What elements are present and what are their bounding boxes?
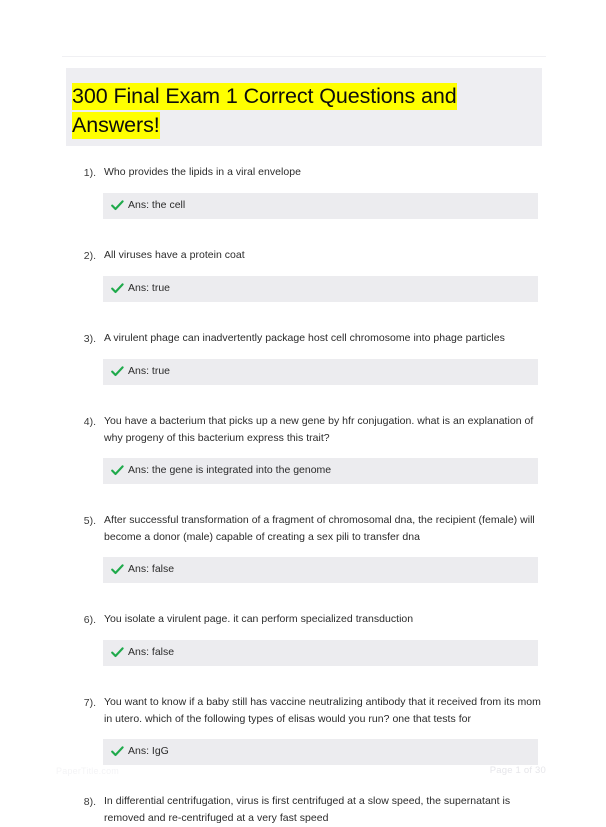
answer-text: Ans: IgG (128, 745, 169, 757)
answer-bar (103, 193, 538, 219)
question-number: 7). (83, 697, 96, 709)
question-item (0, 247, 606, 330)
answer-bar (103, 458, 538, 484)
question-text: In differential centrifugation, virus is first centrifuged at a slow speed, the supernatant is removed and re-centrifuged at a very fast speed (104, 795, 511, 824)
question-text: You isolate a virulent page. it can perform specialized transduction (104, 613, 414, 625)
question-item (0, 413, 606, 512)
question-text: After successful transformation of a fragment of chromosomal dna, the recipient (female) will become a donor (male) capable of creating a sex pili to transfer dna (104, 514, 535, 543)
question-text: All viruses have a protein coat (104, 249, 245, 261)
question-row (0, 164, 606, 182)
question-spacer (0, 583, 606, 611)
question-number: 6). (83, 614, 96, 626)
answer-text: Ans: false (128, 646, 175, 658)
answer-text: Ans: true (128, 365, 171, 377)
question-spacer (0, 484, 606, 512)
question-number: 3). (83, 333, 96, 345)
answer-bar (103, 276, 538, 302)
green-check-icon (111, 465, 124, 476)
answer-bar (103, 640, 538, 666)
question-number: 5). (83, 515, 96, 527)
page-title (72, 82, 492, 140)
question-number: 2). (83, 250, 96, 262)
question-spacer (0, 302, 606, 330)
question-row (0, 247, 606, 265)
question-row (0, 611, 606, 629)
question-row (0, 694, 606, 728)
question-item (0, 512, 606, 611)
green-check-icon (111, 283, 124, 294)
question-row (0, 512, 606, 546)
question-item (0, 611, 606, 694)
green-check-icon (111, 366, 124, 377)
answer-text: Ans: true (128, 282, 171, 294)
page-title-text: 300 Final Exam 1 Correct Questions and Answers! (72, 84, 457, 137)
answer-text: Ans: false (128, 563, 175, 575)
question-number: 8). (83, 796, 96, 808)
answer-bar (103, 359, 538, 385)
question-text: You have a bacterium that picks up a new gene by hfr conjugation. what is an explanation of why progeny of this bacterium express this trait? (104, 415, 534, 444)
page-number-label: Page 1 of 30 (489, 765, 546, 776)
answer-text: Ans: the cell (128, 199, 186, 211)
page-footer (0, 754, 606, 800)
question-row (0, 330, 606, 348)
header-divider (62, 56, 546, 57)
question-text: A virulent phage can inadvertently package host cell chromosome into phage particles (104, 332, 505, 344)
green-check-icon (111, 200, 124, 211)
question-text: Who provides the lipids in a viral envelope (104, 166, 301, 178)
question-text: You want to know if a baby still has vaccine neutralizing antibody that it received from its mom in utero. which of the following types of elisas would you run? one that tests for (104, 696, 541, 725)
question-item (0, 164, 606, 247)
watermark-label: PaperTitle.com (56, 766, 119, 776)
answer-bar (103, 557, 538, 583)
green-check-icon (111, 647, 124, 658)
question-number: 1). (83, 167, 96, 179)
page-title-container (72, 82, 492, 140)
question-list (0, 164, 606, 827)
question-item (0, 330, 606, 413)
answer-text: Ans: the gene is integrated into the genome (128, 464, 332, 476)
question-row (0, 413, 606, 447)
question-spacer (0, 385, 606, 413)
green-check-icon (111, 564, 124, 575)
question-spacer (0, 666, 606, 694)
question-number: 4). (83, 416, 96, 428)
question-spacer (0, 219, 606, 247)
